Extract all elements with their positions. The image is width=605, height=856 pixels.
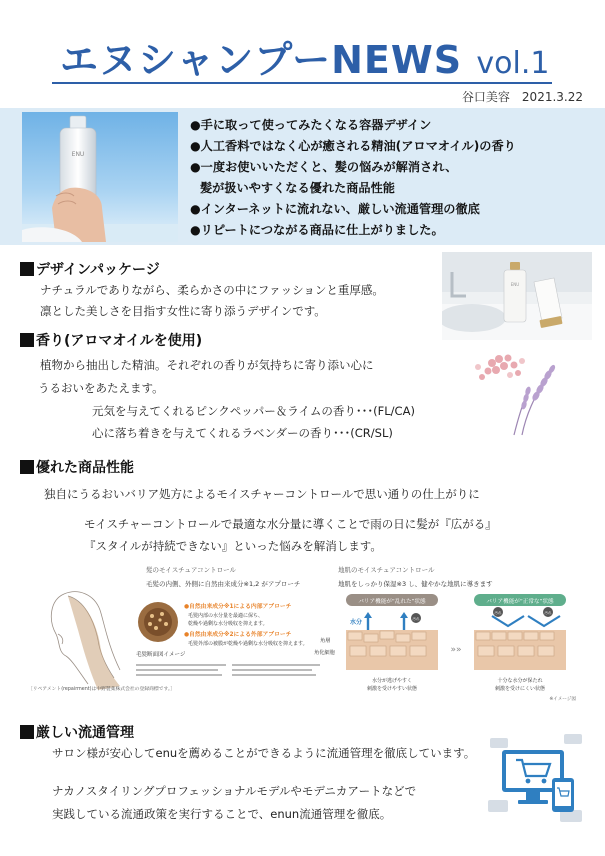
disrupted-barrier-label: バリア機能が“乱れた”状態 — [358, 599, 426, 605]
dirt-label: 汚れ — [412, 617, 420, 621]
cross-section-label: 毛髪断面図イメージ — [136, 652, 186, 658]
outer-approach-title: ●自然由来成分※2による外部アプローチ — [184, 632, 292, 638]
page-header — [0, 0, 605, 110]
feature-item: ●インターネットに流れない、厳しい流通管理の徹底 — [190, 202, 480, 216]
water-label: 水分 — [350, 619, 363, 626]
title-text: エヌシャンプーNEWS — [60, 38, 477, 82]
normal-barrier-label: バリア機能が“正常な”状態 — [486, 599, 554, 605]
feature-list — [190, 115, 595, 241]
scalp-diagram-title: 地肌のモイスチュアコントロール — [338, 566, 435, 574]
performance-heading-text: 優れた商品性能 — [36, 460, 134, 476]
square-bullet-icon — [20, 460, 34, 474]
disrupted-caption: 刺激を受けやすい状態 — [366, 686, 418, 692]
performance-line: 独自にうるおいバリア処方によるモイスチャーコントロールで思い通りの仕上がりに — [44, 487, 480, 501]
inner-approach-title: ●自然由来成分※1による内部アプローチ — [184, 604, 292, 610]
newsletter-title — [60, 34, 550, 86]
hair-diagram-title: 髪のモイスチュアコントロール — [146, 566, 236, 574]
distribution-line: 実践している流通政策を実行することで、enun流通管理を徹底。 — [52, 807, 392, 821]
keratinocyte-label: 角化細胞 — [314, 650, 335, 656]
distribution-line: サロン様が安心してenuを薦めることができるように流通管理を徹底しています。 — [52, 746, 476, 760]
inner-approach-desc: 毛髪内部の水分量を最適に保ち、 — [188, 613, 264, 619]
aroma-line: うるおいをあたえます。 — [38, 381, 164, 395]
stratum-corneum-label: 角層 — [320, 638, 331, 644]
sink-product-photo — [442, 252, 592, 340]
bottle-photo — [22, 112, 178, 242]
scent-line: 元気を与えてくれるピンクペッパー＆ライムの香り･･･(FL/CA) — [92, 404, 415, 418]
disrupted-caption: 水分が逃げやすく — [371, 678, 413, 684]
feature-item: ●手に取って使ってみたくなる容器デザイン — [190, 118, 432, 132]
design-line: 凛とした美しさを目指す女性に寄り添うデザインです。 — [40, 304, 326, 318]
aroma-heading-text: 香り(アロマオイルを使用) — [36, 333, 203, 349]
performance-heading — [20, 457, 134, 477]
aroma-line: 植物から抽出した精油。それぞれの香りが気持ちに寄り添い心に — [40, 358, 374, 372]
inner-approach-desc: 乾燥や過剰な水分吸収を抑えます。 — [188, 621, 268, 627]
scalp-diagram-subtitle: 地肌をしっかり保湿※3 し、健やかな地肌に導きます — [338, 580, 493, 588]
feature-item: 髪が扱いやすくなる優れた商品性能 — [200, 181, 395, 195]
square-bullet-icon — [20, 725, 34, 739]
performance-line: モイスチャーコントロールで最適な水分量に導くことで雨の日に髪が『広がる』 — [84, 517, 497, 531]
distribution-line: ナカノスタイリングプロフェッショナルモデルやモデニカアートなどで — [52, 784, 417, 798]
bottle-label: ENU — [71, 151, 85, 158]
design-line: ナチュラルでありながら、柔らかさの中にファッションと重厚感。 — [40, 283, 384, 297]
title-underline — [52, 82, 552, 84]
outer-approach-desc: 毛髪外部の被膜が乾燥や過剰な水分吸収を抑えます。 — [188, 641, 308, 647]
image-note: ※イメージ図 — [549, 697, 576, 702]
normal-caption: 刺激を受けにくい状態 — [494, 686, 546, 692]
trademark-footnote: ［リペアメント(repairment)は中野製薬株式会社の登録商標です。］ — [28, 687, 176, 692]
online-shopping-illustration — [488, 730, 586, 826]
volume-label: vol.1 — [476, 46, 550, 81]
transition-arrows-icon: »» — [450, 645, 462, 655]
distribution-heading-text: 厳しい流通管理 — [36, 725, 134, 741]
dirt-label: 汚れ — [494, 611, 502, 615]
feature-item: ●人工香料ではなく心が癒される精油(アロマオイル)の香り — [190, 139, 516, 153]
distribution-heading — [20, 722, 134, 742]
scent-line: 心に落ち着きを与えてくれるラベンダーの香り･･･(CR/SL) — [92, 426, 393, 440]
dirt-label: 汚れ — [544, 611, 552, 615]
square-bullet-icon — [20, 262, 34, 276]
sink-bottle-label: ENU — [510, 282, 520, 287]
flower-illustration — [452, 345, 570, 437]
square-bullet-icon — [20, 333, 34, 347]
design-heading — [20, 259, 160, 279]
design-heading-text: デザインパッケージ — [36, 262, 160, 278]
feature-item: ●一度お使いいただくと、髪の悩みが解消され、 — [190, 160, 458, 174]
performance-line: 『スタイルが持続できない』といった悩みを解消します。 — [84, 539, 382, 553]
aroma-heading — [20, 330, 202, 350]
feature-item: ●リピートにつながる商品に仕上がりました。 — [190, 223, 444, 237]
moisture-control-diagram — [28, 560, 578, 708]
normal-caption: 十分な水分が保たれ — [497, 678, 543, 684]
author-date: 谷口美容 2021.3.22 — [461, 90, 583, 104]
hair-diagram-subtitle: 毛髪の内側、外側に自然由来成分※1,2 がアプローチ — [146, 580, 301, 588]
